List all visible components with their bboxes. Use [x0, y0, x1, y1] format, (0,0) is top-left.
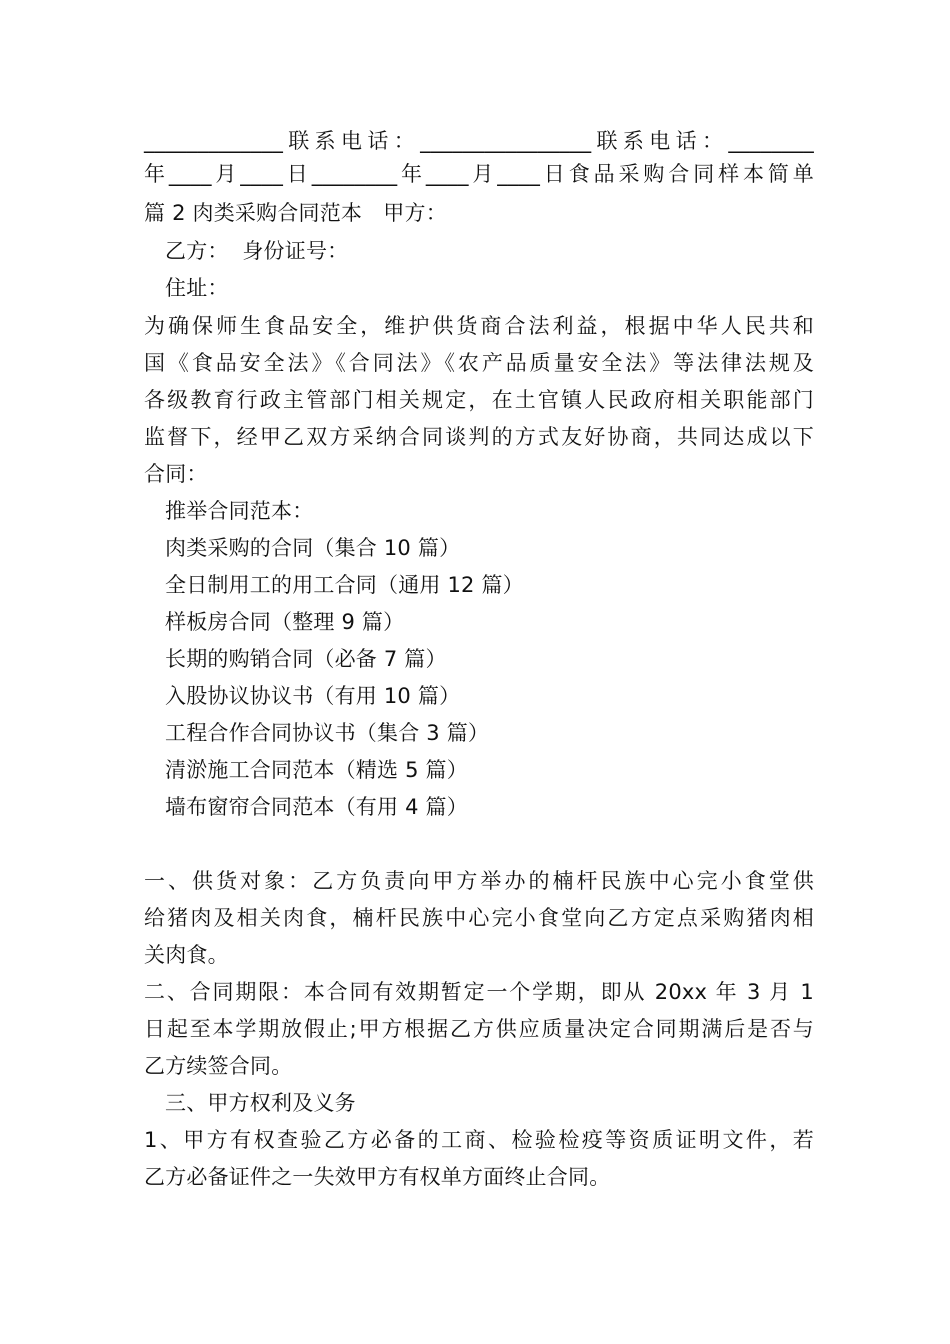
- recommended-link[interactable]: 样板房合同（整理 9 篇）: [165, 610, 405, 634]
- recommended-link[interactable]: 墙布窗帘合同范本（有用 4 篇）: [165, 795, 468, 819]
- intro-paragraph-line: 合同：: [144, 462, 208, 486]
- clause-paragraph-line: 关肉食。: [144, 943, 229, 967]
- clause-paragraph-line: 日起至本学期放假止;甲方根据乙方供应质量决定合同期满后是否与: [144, 1017, 814, 1041]
- intro-paragraph-line: 各级教育行政主管部门相关规定，在土官镇人民政府相关职能部门: [144, 388, 814, 412]
- recommended-link[interactable]: 清淤施工合同范本（精选 5 篇）: [165, 758, 468, 782]
- party-b-id-line: 乙方： 身份证号：: [165, 239, 349, 263]
- signature-contact-line: _____________联系电话：________________联系电话：________: [144, 129, 814, 153]
- clause-paragraph-line: 二、合同期限：本合同有效期暂定一个学期，即从 20xx 年 3 月 1: [144, 980, 814, 1004]
- address-line: 住址：: [165, 276, 229, 300]
- recommended-link[interactable]: 肉类采购的合同（集合 10 篇）: [165, 536, 461, 560]
- clause-paragraph-line: 一、供货对象：乙方负责向甲方举办的楠杆民族中心完小食堂供: [144, 869, 814, 893]
- recommended-link[interactable]: 长期的购销合同（必备 7 篇）: [165, 647, 447, 671]
- section-heading: 三、甲方权利及义务: [165, 1091, 356, 1115]
- clause-paragraph-line: 1、甲方有权查验乙方必备的工商、检验检疫等资质证明文件，若: [144, 1128, 814, 1152]
- recommended-link[interactable]: 入股协议协议书（有用 10 篇）: [165, 684, 461, 708]
- intro-paragraph-line: 为确保师生食品安全，维护供货商合法利益，根据中华人民共和: [144, 314, 814, 338]
- clause-paragraph-line: 给猪肉及相关肉食，楠杆民族中心完小食堂向乙方定点采购猪肉相: [144, 906, 814, 930]
- clause-paragraph-line: 乙方必备证件之一失效甲方有权单方面终止合同。: [144, 1165, 611, 1189]
- section-title-line: 篇 2 肉类采购合同范本 甲方：: [144, 201, 447, 225]
- intro-paragraph-line: 监督下，经甲乙双方采纳合同谈判的方式友好协商，共同达成以下: [144, 425, 814, 449]
- intro-paragraph-line: 国《食品安全法》《合同法》《农产品质量安全法》等法律法规及: [144, 351, 814, 375]
- clause-paragraph-line: 乙方续签合同。: [144, 1054, 293, 1078]
- recommended-heading: 推举合同范本：: [165, 499, 314, 523]
- recommended-link[interactable]: 全日制用工的用工合同（通用 12 篇）: [165, 573, 524, 597]
- date-title-line: 年____月____日________年____月____日食品采购合同样本简单: [144, 162, 814, 186]
- recommended-link[interactable]: 工程合作合同协议书（集合 3 篇）: [165, 721, 490, 745]
